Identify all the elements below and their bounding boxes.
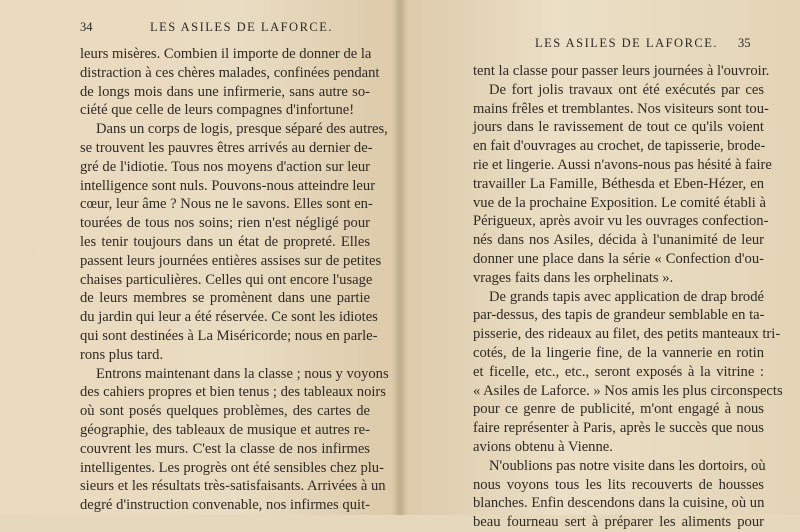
text-line: De grands tapis avec application de drap brodé [489, 288, 764, 305]
left-page [0, 0, 400, 515]
text-line: les tenir toujours dans un état de propreté. Elles [80, 233, 370, 250]
text-line: Périgueux, après avoir vu les ouvrages confection- [473, 213, 769, 230]
left-page-body [80, 45, 389, 515]
text-line: N'oublions pas notre visite dans les dortoirs, où [489, 457, 766, 474]
text-line: passent leurs journées entières assises sur de petites [80, 252, 382, 269]
text-line: beau fourneau sert à préparer les aliments pour [473, 514, 764, 531]
text-line: pour ce genre de publicité, m'ont engagé à nous [473, 401, 764, 418]
text-line: faire représenter à Paris, après le succès que nous [473, 420, 764, 437]
text-line: travailler La Famille, Béthesda et Eben-Hézer, en [473, 175, 764, 192]
right-page [400, 0, 800, 531]
text-line: couvrent les murs. C'est la classe de nos infirmes [80, 440, 370, 457]
text-line: donner une place dans la série « Confection d'ou- [473, 250, 764, 267]
text-line: nés dans nos Asiles, décida à l'unanimité de leur [473, 232, 764, 249]
text-line: et ficelle, etc., etc., seront exposés à la vitrine : [473, 363, 764, 380]
text-line: rons plus tard. [80, 346, 164, 363]
text-line: du jardin qui leur a été réservée. Ce sont les idiotes [80, 309, 378, 326]
text-line: des cahiers propres et bien tenus ; des tableaux noirs [80, 384, 386, 401]
text-line: De fort jolis travaux ont été exécutés par ces [489, 81, 764, 98]
right-page-body [473, 62, 783, 532]
text-line: nous voyons tous les lits recouverts de housses [473, 476, 764, 493]
text-line: cotés, de la lingerie fine, de la vannerie en rotin [473, 344, 764, 361]
text-line: sieurs et les résultats très-satisfaisants. Arrivées à un [80, 478, 386, 495]
text-line: Dans un corps de logis, presque séparé des autres, [96, 121, 388, 138]
text-line: intelligentes. Les progrès ont été sensibles chez plu- [80, 459, 384, 476]
text-line: Entrons maintenant dans la classe ; nous y voyons [96, 365, 389, 382]
text-line: vrages faits dans les orphelinats ». [473, 269, 674, 286]
text-line: avions obtenu à Vienne. [473, 438, 613, 455]
text-line: tourées de tous nos soins; rien n'est négligé pour [80, 215, 370, 232]
text-line: chaises particulières. Celles qui ont encore l'usage [80, 271, 373, 288]
page-number-right: 35 [738, 36, 751, 50]
text-line: de leurs membres se promènent dans une partie [80, 290, 370, 307]
text-line: leurs misères. Combien il importe de donner de la [80, 46, 372, 62]
text-line: jours dans le ravissement de tout ce qu'ils voient [473, 119, 764, 136]
text-line: intelligence sont nuls. Pouvons-nous atteindre leur [80, 177, 376, 194]
text-line: degré d'instruction convenable, nos infirmes quit- [80, 497, 370, 514]
text-line: de longs mois dans une infirmerie, sans autre so- [80, 83, 370, 100]
text-line: ciété que celle de leurs compagnes d'infortune! [80, 102, 355, 119]
page-number-left: 34 [80, 20, 93, 34]
running-head-left: LES ASILES DE LAFORCE. [150, 20, 334, 34]
text-line: distraction à ces chères malades, confinées pendant [80, 64, 380, 81]
text-line: se trouvent les pauvres êtres arrivés au dernier de- [80, 139, 373, 156]
text-line: gré de l'idiotie. Tous nos moyens d'action sur leur [80, 158, 370, 175]
text-line: en fait d'ouvrages au crochet, de tapisserie, brode- [473, 138, 766, 155]
text-line: tent la classe pour passer leurs journées à l'ouvroir. [473, 63, 770, 79]
text-line: blanches. Enfin descendons dans la cuisine, où un [473, 495, 765, 512]
text-line: par-dessus, des tapis de grandeur semblable en ta- [473, 307, 765, 324]
text-line: mains frêles et tremblantes. Nos visiteurs sont tou- [473, 100, 769, 117]
text-line: vue de la prochaine Exposition. Le comité établi à [473, 194, 766, 211]
text-line: qui sont destinées à La Miséricorde; nous en parle- [80, 327, 378, 344]
text-line: rie et lingerie. Aussi n'avons-nous pas hésité à faire [473, 156, 772, 173]
text-line: cœur, leur âme ? Nous ne le savons. Elles sont en- [80, 196, 373, 213]
running-head-right: LES ASILES DE LAFORCE. [535, 36, 719, 50]
text-line: où sont posés quelques problèmes, des cartes de [80, 403, 370, 420]
text-line: pisserie, des rideaux au filet, des petits manteaux tri- [473, 326, 781, 343]
text-line: « Asiles de Laforce. » Nos amis les plus circonspects [473, 382, 783, 399]
text-line: géographie, des tableaux de musique et autres re- [80, 421, 370, 438]
